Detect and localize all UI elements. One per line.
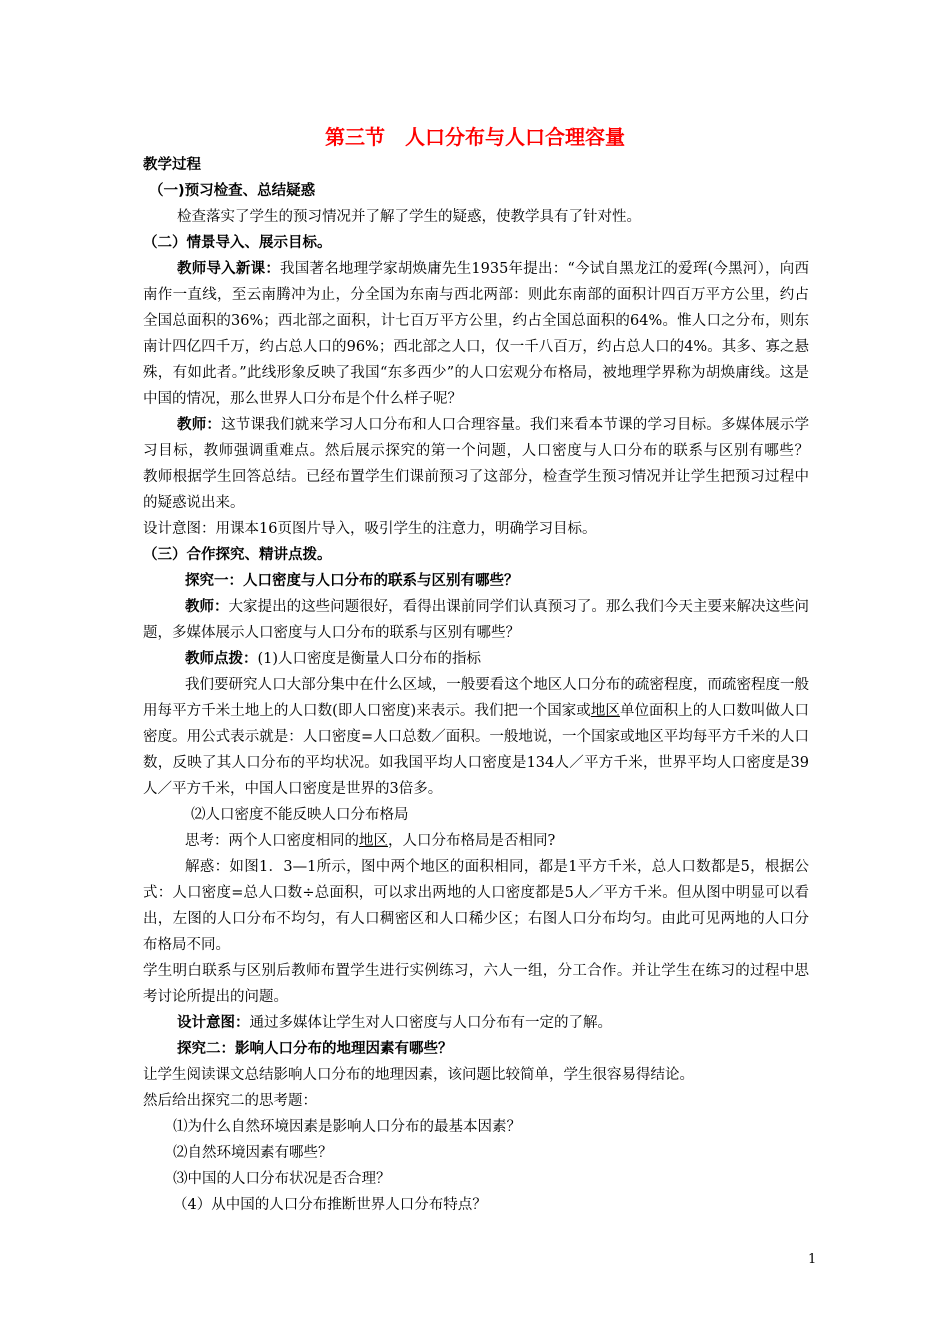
teacher-paragraph-2 — [143, 594, 809, 646]
page-number: 1 — [808, 1252, 817, 1267]
section-1-heading: （一)预习检查、总结疑惑 — [149, 183, 316, 199]
read-paragraph: 让学生阅读课文总结影响人口分布的地理因素，该问题比较简单，学生很容易得结论。 — [143, 1067, 694, 1083]
inquiry-1-heading: 探究一：人口密度与人口分布的联系与区别有哪些？ — [185, 573, 519, 589]
think-text-b: ，人口分布格局是否相同? — [388, 833, 556, 849]
intro-text: 我国著名地理学家胡焕庸先生1935年提出：“今试自黑龙江的爱珲(今黑河），向西南作一直线，至云南腾冲为止，分全国为东南与西北两部：则此东南部的面积计四百万平方公里，约占全国总面积的36%；西北部之面积，计七百万平方公里，约占全国总面积的64%。惟人口之分布，则东南计四亿四千万，约占总人口的96%；西北部之人口，仅一千八百万，约占总人口的4%。其多、寡之悬殊，有如此者。”此线形象反映了我国“东多西少”的人口宏观分布格局，被地理学界称为胡焕庸线。这是中国的情况，那么世界人口分布是个什么样子呢？ — [143, 261, 809, 407]
intro-label: 教师导入新课： — [177, 260, 281, 277]
question-4: （4）从中国的人口分布推断世界人口分布特点？ — [173, 1197, 487, 1213]
question-1: ⑴为什么自然环境因素是影响人口分布的最基本因素？ — [173, 1119, 521, 1135]
teacher-text: 这节课我们就来学习人口分布和人口合理容量。我们来看本节课的学习目标。多媒体展示学习目标，教师强调重难点。然后展示探究的第一个问题，人口密度与人口分布的联系与区别有哪些？ 教师根据学生回答总结。已经布置学生们课前预习了这部分，检查学生预习情况并让学生把预习过程中的疑惑说出来。 — [143, 417, 824, 511]
teacher-label: 教师： — [177, 416, 222, 433]
design-text: 通过多媒体让学生对人口密度与人口分布有一定的了解。 — [249, 1015, 612, 1031]
section-3-heading: （三）合作探究、精讲点拨。 — [143, 547, 332, 563]
region-link: 地区 — [590, 703, 620, 719]
intro-paragraph — [143, 256, 809, 412]
heading-teaching-process: 教学过程 — [143, 157, 201, 173]
density-text-b: 单位面积上的人口数叫做人口密度。用公式表示就是：人口密度=人口总数／面积。一般地说，一个国家或地区平均每平方千米的人口数，反映了其人口分布的平均状况。如我国平均人口密度是134人／平方千米，世界平均人口密度是39人／平方千米，中国人口密度是世界的3倍多。 — [143, 703, 810, 797]
inquiry-2-heading: 探究二：影响人口分布的地理因素有哪些？ — [177, 1041, 453, 1057]
design-intent-1: 设计意图：用课本16页图片导入，吸引学生的注意力，明确学习目标。 — [143, 521, 597, 537]
section-1-text: 检查落实了学生的预习情况并了解了学生的疑惑，使教学具有了针对性。 — [177, 209, 641, 225]
think-text-a: 思考：两个人口密度相同的 — [185, 833, 359, 849]
density-text-a: 我们要研究人口大部分集中在什么区域，一般要看这个地区人口分布的疏密程度，而疏密程度一般用每平方千米土地上的人口数(即人口密度)来表示。我们把一个国家或 — [143, 677, 809, 719]
guidance-label: 教师点拨： — [185, 650, 258, 667]
document-body — [143, 152, 824, 1218]
practice-paragraph: 学生明白联系与区别后教师布置学生进行实例练习，六人一组，分工合作。并让学生在练习的过程中思考讨论所提出的问题。 — [143, 963, 809, 1005]
design-intent-2 — [143, 1010, 809, 1036]
question-2: ⑵自然环境因素有哪些？ — [173, 1145, 333, 1161]
question-3: ⑶中国的人口分布状况是否合理？ — [173, 1171, 391, 1187]
teacher-text-2: 大家提出的这些问题很好，看得出课前同学们认真预习了。那么我们今天主要来解决这些问题，多媒体展示人口密度与人口分布的联系与区别有哪些？ — [143, 599, 810, 641]
guidance-text: (1)人口密度是衡量人口分布的指标 — [257, 651, 482, 667]
page-title: 第三节 人口分布与人口合理容量 — [325, 125, 625, 149]
teacher-guidance — [143, 646, 809, 672]
point-2: ⑵人口密度不能反映人口分布格局 — [191, 807, 409, 823]
then-paragraph: 然后给出探究二的思考题： — [143, 1093, 317, 1109]
section-2-heading: （二）情景导入、展示目标。 — [143, 235, 332, 251]
teacher-label-2: 教师： — [185, 598, 229, 615]
region-link-2: 地区 — [359, 833, 388, 849]
answer-paragraph: 解惑：如图1．3—1所示，图中两个地区的面积相同，都是1平方千米，总人口数都是5，根据公式：人口密度=总人口数÷总面积，可以求出两地的人口密度都是5人／平方千米。但从图中明显可以看出，左图的人口分布不均匀，有人口稠密区和人口稀少区；右图人口分布均匀。由此可见两地的人口分布格局不同。 — [143, 859, 809, 953]
density-paragraph — [143, 672, 809, 802]
design-label: 设计意图： — [177, 1014, 250, 1031]
think-paragraph — [143, 828, 809, 854]
teacher-paragraph — [143, 412, 824, 516]
